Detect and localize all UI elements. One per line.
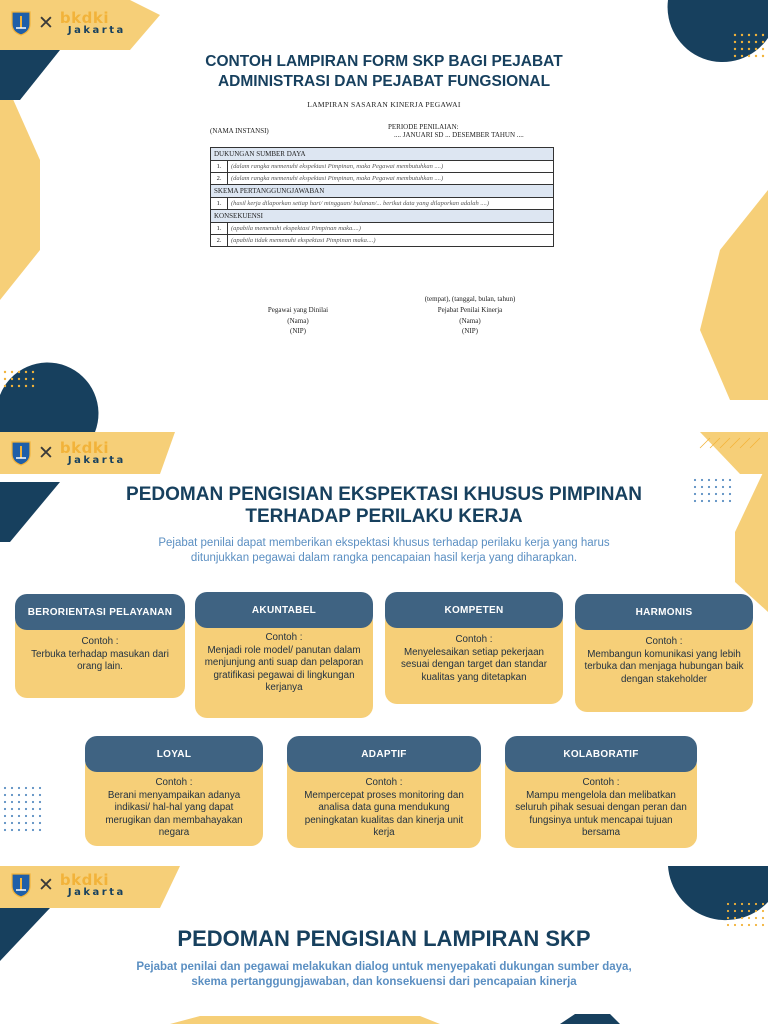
section-title: PEDOMAN PENGISIAN LAMPIRAN SKP bbox=[177, 926, 591, 951]
card-text bbox=[391, 634, 557, 684]
contoh-label: Contoh : bbox=[265, 632, 303, 643]
subtitle-line-2: ditunjukkan pegawai dalam rangka pencapaian hasil kerja yang diharapkan. bbox=[190, 552, 578, 564]
row-number: 2. bbox=[211, 235, 228, 247]
table-row bbox=[211, 235, 554, 247]
bkddki-logo bbox=[10, 872, 126, 898]
place-date: (tempat), (tanggal, bulan, tahun) bbox=[424, 295, 516, 303]
instansi-label: (NAMA INSTANSI) bbox=[210, 127, 269, 135]
bkddki-logo-mark: ✕ bbox=[38, 11, 54, 34]
signer-nip: (NIP) bbox=[462, 327, 478, 335]
card-title: AKUNTABEL bbox=[195, 592, 373, 628]
card-kompeten bbox=[385, 592, 563, 704]
card-example: Berani menyampaikan adanya indikasi/ hal-hal yang dapat merugikan dan membahayakan negara bbox=[105, 789, 243, 838]
card-example: Menyelesaikan setiap pekerjaan sesuai dengan target dan standar kualitas yang ditetapkan bbox=[401, 646, 547, 683]
card-akuntabel bbox=[195, 592, 373, 718]
jakarta-emblem-icon bbox=[10, 872, 32, 898]
contoh-label: Contoh : bbox=[81, 636, 119, 647]
card-text bbox=[293, 777, 475, 840]
row-number: 2. bbox=[211, 173, 228, 185]
row-text: (hasil kerja dilaporkan setiap hari/ mingguan/ bulanan/... berikut data yang dilaporkan adalah ....) bbox=[228, 198, 554, 210]
signer-role: Pegawai yang Dinilai bbox=[267, 306, 329, 314]
card-berorientasi-pelayanan bbox=[15, 594, 185, 698]
periode-value: .... JANUARI SD ... DESEMBER TAHUN .... bbox=[394, 131, 524, 139]
card-text bbox=[581, 636, 747, 686]
card-title: KOMPETEN bbox=[385, 592, 563, 628]
row-text: (apabila tidak memenuhi ekspektasi Pimpinan maka....) bbox=[228, 235, 554, 247]
logo-word-bkdki: bkdki bbox=[59, 870, 109, 889]
row-text: (dalam rangka memenuhi ekspektasi Pimpinan, maka Pegawai membutuhkan ....) bbox=[228, 161, 554, 173]
bkddki-logo bbox=[10, 440, 126, 466]
lampiran-document bbox=[210, 100, 558, 247]
logo-word-bkdki: bkdki bbox=[59, 8, 109, 27]
card-text bbox=[201, 632, 367, 695]
contoh-label: Contoh : bbox=[155, 777, 193, 788]
periode-label: PERIODE PENILAIAN: bbox=[388, 123, 459, 131]
card-example: Mempercepat proses monitoring dan analisa data guna mendukung peningkatan kualitas dan kinerja unit kerja bbox=[304, 789, 464, 838]
signer-role: Pejabat Penilai Kinerja bbox=[437, 306, 503, 314]
title-line-2: TERHADAP PERILAKU KERJA bbox=[245, 506, 523, 527]
jakarta-emblem-icon bbox=[10, 440, 32, 466]
logo-word-jakarta: Jakarta bbox=[67, 24, 126, 36]
signer-name: (Nama) bbox=[287, 316, 309, 325]
subtitle-line-2: skema pertanggungjawaban, dan konsekuensi dari pencapaian kinerja bbox=[191, 976, 577, 988]
row-text: (apabila memenuhi ekspektasi Pimpinan maka....) bbox=[228, 223, 554, 235]
section-header: DUKUNGAN SUMBER DAYA bbox=[211, 148, 554, 161]
contoh-label: Contoh : bbox=[582, 777, 620, 788]
signer-name: (Nama) bbox=[459, 316, 481, 325]
signature-left bbox=[228, 305, 368, 337]
card-example: Terbuka terhadap masukan dari orang lain. bbox=[31, 648, 169, 672]
jakarta-emblem-icon bbox=[10, 10, 32, 36]
signature-right bbox=[400, 305, 540, 337]
slide-ekspektasi-khusus bbox=[0, 432, 768, 866]
card-text bbox=[21, 636, 179, 674]
contoh-label: Contoh : bbox=[365, 777, 403, 788]
table-row bbox=[211, 173, 554, 185]
row-number: 1. bbox=[211, 198, 228, 210]
card-adaptif bbox=[287, 736, 481, 848]
row-number: 1. bbox=[211, 223, 228, 235]
table-row bbox=[211, 161, 554, 173]
bkddki-logo-mark: ✕ bbox=[38, 441, 54, 464]
row-text: (dalam rangka memenuhi ekspektasi Pimpinan, maka Pegawai membutuhkan ....) bbox=[228, 173, 554, 185]
bkddki-logo-mark: ✕ bbox=[38, 873, 54, 896]
logo-word-jakarta: Jakarta bbox=[67, 886, 126, 898]
card-example: Menjadi role model/ panutan dalam menjunjung anti suap dan pelaporan gratifikasi pegawai di lingkungan kerjanya bbox=[204, 644, 364, 693]
card-kolaboratif bbox=[505, 736, 697, 848]
logo-word-jakarta: Jakarta bbox=[67, 454, 126, 466]
contoh-label: Contoh : bbox=[645, 636, 683, 647]
contoh-label: Contoh : bbox=[455, 634, 493, 645]
row-number: 1. bbox=[211, 161, 228, 173]
card-text bbox=[91, 777, 257, 840]
signer-nip: (NIP) bbox=[290, 327, 306, 335]
card-example: Membangun komunikasi yang lebih terbuka dan menjaga hubungan baik dengan stakeholder bbox=[584, 648, 744, 685]
subtitle-line-1: Pejabat penilai dapat memberikan ekspektasi khusus terhadap perilaku kerja yang harus bbox=[158, 537, 610, 549]
page-title bbox=[150, 52, 618, 92]
section-header: SKEMA PERTANGGUNGJAWABAN bbox=[211, 185, 554, 198]
lampiran-table bbox=[210, 147, 554, 247]
slide-lampiran-form bbox=[0, 0, 768, 432]
subtitle-line-1: Pejabat penilai dan pegawai melakukan dialog untuk menyepakati dukungan sumber daya, bbox=[136, 961, 632, 973]
section-header: KONSEKUENSI bbox=[211, 210, 554, 223]
section-subtitle bbox=[70, 960, 698, 990]
card-title: BERORIENTASI PELAYANAN bbox=[15, 594, 185, 630]
card-title: KOLABORATIF bbox=[505, 736, 697, 772]
section-title bbox=[80, 484, 688, 528]
card-text bbox=[511, 777, 691, 840]
slide-lampiran-skp bbox=[0, 866, 768, 1024]
card-title: ADAPTIF bbox=[287, 736, 481, 772]
section-subtitle bbox=[90, 536, 678, 566]
title-line-1: CONTOH LAMPIRAN FORM SKP BAGI PEJABAT bbox=[205, 53, 563, 70]
card-title: LOYAL bbox=[85, 736, 263, 772]
title-line-1: PEDOMAN PENGISIAN EKSPEKTASI KHUSUS PIMPINAN bbox=[126, 484, 642, 505]
card-loyal bbox=[85, 736, 263, 846]
table-row bbox=[211, 223, 554, 235]
doc-title: LAMPIRAN SASARAN KINERJA PEGAWAI bbox=[307, 100, 461, 109]
title-line-2: ADMINISTRASI DAN PEJABAT FUNGSIONAL bbox=[217, 73, 551, 90]
table-row bbox=[211, 198, 554, 210]
card-example: Mampu mengelola dan melibatkan seluruh pihak sesuai dengan peran dan fungsinya untuk mencapai tujuan bersama bbox=[515, 789, 687, 838]
card-title: HARMONIS bbox=[575, 594, 753, 630]
logo-word-bkdki: bkdki bbox=[59, 438, 109, 457]
bkddki-logo bbox=[10, 10, 126, 36]
card-harmonis bbox=[575, 594, 753, 712]
